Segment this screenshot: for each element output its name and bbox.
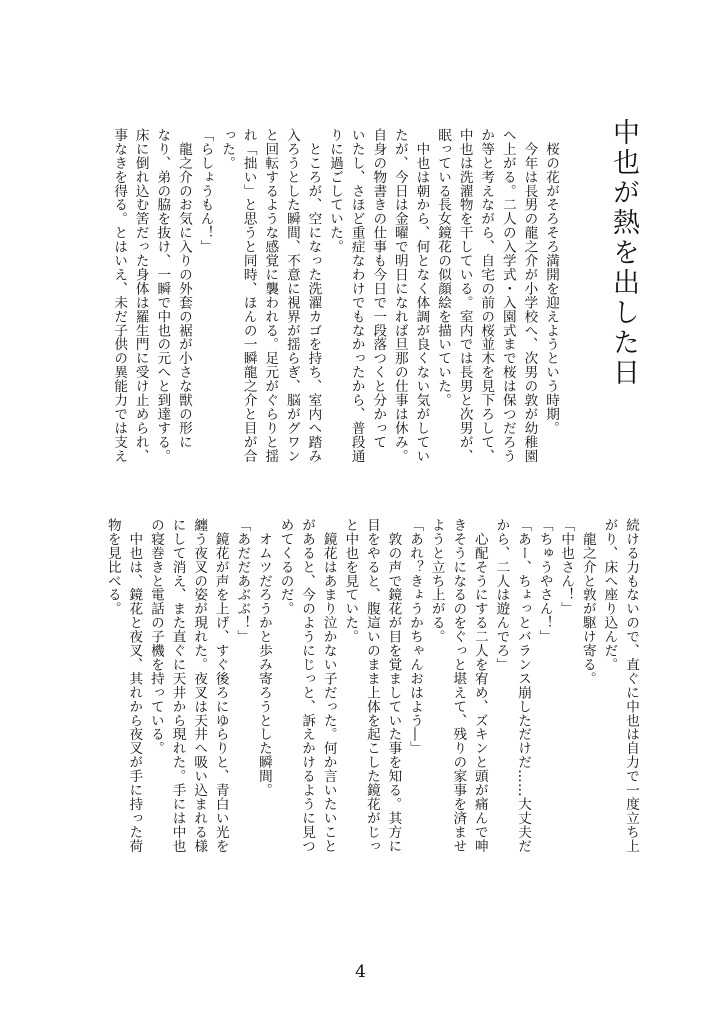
text-column: 心配そうにする二人を宥め、ズキンと頭が痛んで呻 [471, 518, 488, 853]
text-column: にして消え、また直ぐに天井から現れた。手には中也 [169, 518, 186, 853]
text-column: 桜の花がそろそろ満開を迎えようという時期。 [543, 128, 559, 435]
text-column: 「あー、ちょっとバランス崩しただけだ……大丈夫だ [515, 518, 532, 853]
page-number: 4 [355, 962, 366, 982]
text-column: 敦の声で鏡花が目を覚ましていた事を知る。其方に [385, 518, 402, 853]
text-column: 「あだだあぶぶ！」 [234, 518, 251, 644]
text-column: 目をやると、腹這いのまま上体を起こした鏡花がじっ [363, 518, 380, 853]
text-column: と回転するような感覚に襲われる。足元がぐらりと揺 [262, 128, 279, 463]
text-block-lower [71, 518, 641, 898]
text-column: きそうになるのをぐっと堪えて、残りの家事を済ませ [450, 518, 467, 853]
text-column: った。 [219, 128, 236, 170]
text-column: 中也は、鏡花と夜叉、其れから夜叉が手に持った荷 [126, 518, 143, 853]
text-column: 続ける力もないので、直ぐに中也は自力で一度立ち上 [623, 518, 639, 853]
text-column: 鏡花はあまり泣かない子だった。何か言いたいこと [320, 518, 337, 853]
text-column: 中也は朝から、何となく体調が良くない気がしてい [413, 128, 430, 463]
text-column: 床に倒れ込む筈だった身体は羅生門に受け止められ、 [132, 128, 149, 463]
text-column: 「ちゅうやさん！」 [536, 518, 553, 644]
text-column: と中也を見ていた。 [342, 518, 359, 644]
text-column: へ上がる。二人の入学式・入園式まで桜は保つだろう [499, 128, 516, 463]
text-column: 物を見比べる。 [104, 518, 121, 616]
text-column: りに過ごしていた。 [327, 128, 344, 254]
text-column: 纏う夜叉の姿が現れた。夜叉は天井へ吸い込まれる様 [191, 518, 208, 853]
text-column: れ「拙い」と思うと同時、ほんの一瞬龍之介と目が合 [240, 128, 257, 463]
text-column: がり、床へ座り込んだ。 [601, 518, 618, 672]
text-column: 自身の物書きの仕事も今日で一段落つくと分かって [370, 128, 387, 449]
text-column: なり、弟の脇を抜け、一瞬で中也の元へと到達する。 [154, 128, 171, 463]
text-column: めてくるのだ。 [277, 518, 294, 616]
text-block-upper [111, 128, 561, 508]
text-column: 今年は長男の龍之介が小学校へ、次男の敦が幼稚園 [521, 128, 538, 463]
text-column: から、二人は遊んでろ」 [493, 518, 510, 672]
text-column: いたし、さほど重症なわけでもなかったから、普段通 [348, 128, 365, 463]
text-column: たが、今日は金曜で明日になれば旦那の仕事は休み。 [391, 128, 408, 463]
text-column: 中也は洗濯物を干している。室内では長男と次男が、 [456, 128, 473, 463]
text-column: 眠っている長女鏡花の似顔絵を描いていた。 [435, 128, 452, 407]
page-title: 中也が熱を出した日 [608, 118, 639, 388]
text-column: オムツだろうかと歩み寄ろうとした瞬間。 [255, 518, 272, 797]
text-column: ようと立ち上がる。 [428, 518, 445, 644]
text-column: 入ろうとした瞬間、不意に視界が揺らぎ、脳がグワン [283, 128, 300, 463]
text-column: ところが、空になった洗濯カゴを持ち、室内へ踏み [305, 128, 322, 463]
text-column: 龍之介と敦が駆け寄る。 [579, 518, 596, 686]
text-column: 「らしょうもん！」 [197, 128, 214, 254]
text-column: があると、今のようにじっと、訴えかけるように見つ [299, 518, 316, 853]
text-column: 「中也さん！」 [558, 518, 575, 616]
text-column: 事なきを得る。とはいえ、未だ子供の異能力では支え [111, 128, 128, 463]
text-column: の寝巻きと電話の子機を持っている。 [147, 518, 164, 756]
text-column: 鏡花が声を上げ、すぐ後ろにゆらりと、青白い光を [212, 518, 229, 853]
text-column: 「あれ？きょうかちゃんおはよう―」 [407, 518, 424, 756]
text-column: か等と考えながら、自宅の前の桜並木を見下ろして、 [478, 128, 495, 463]
text-column: 龍之介のお気に入りの外套の裾が小さな獣の形に [175, 128, 192, 449]
